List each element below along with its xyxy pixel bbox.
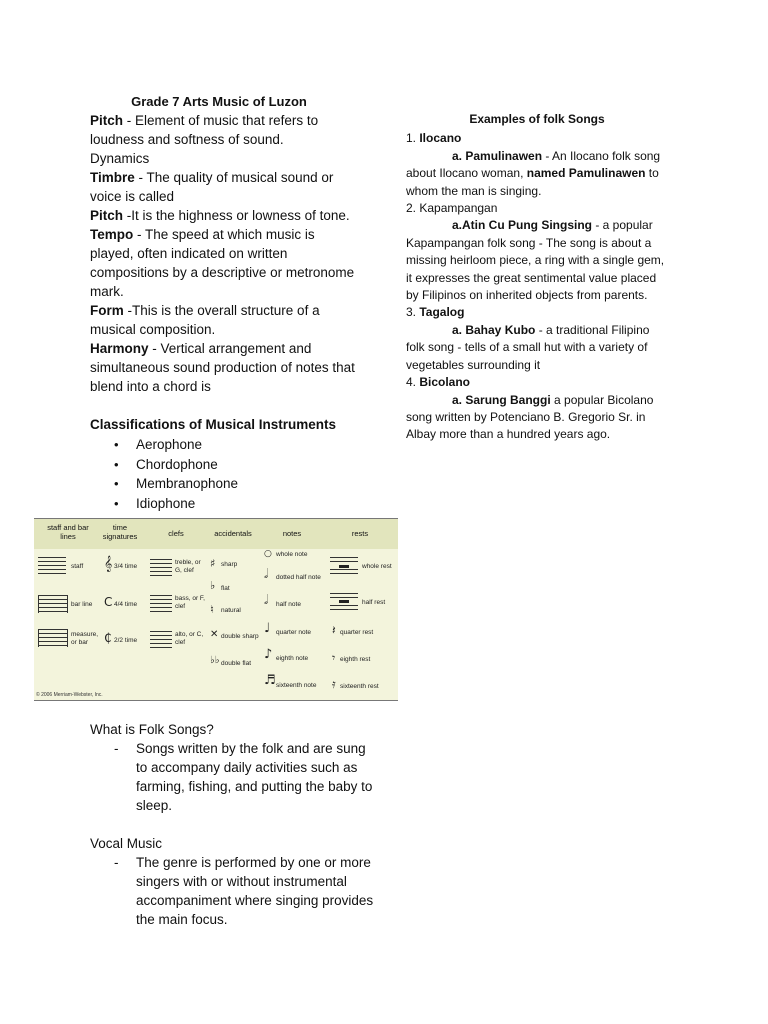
definition-text: - The speed at which music is played, often indicated on written compositions by a descriptive or metronome mark. (90, 227, 355, 299)
region-heading (406, 200, 668, 217)
bar-line-label: bar line (71, 601, 93, 608)
note-label: sixteenth note (276, 682, 317, 689)
page-title: Grade 7 Arts Music of Luzon (131, 94, 307, 109)
left-column (90, 92, 358, 513)
whole-rest-icon (330, 557, 358, 575)
rest-label: quarter rest (340, 629, 374, 636)
measure-label: measure, or bar (71, 631, 99, 646)
accidental-label: double flat (221, 660, 251, 667)
region-number: 2. (406, 201, 420, 216)
eighth-rest-icon: 𝄾 (332, 651, 336, 665)
region-number: 1. (406, 131, 420, 146)
vocal-heading: Vocal Music (90, 836, 163, 851)
sixteenth-note-icon: ♬ (264, 673, 276, 688)
definition-term: Tempo (90, 227, 134, 242)
header-notes: notes (282, 529, 302, 538)
song-title: a. Bahay Kubo (452, 322, 536, 337)
time-label: 4/4 time (114, 601, 138, 608)
spacer (90, 396, 358, 415)
definition (90, 149, 358, 168)
definition (90, 168, 358, 206)
quarter-rest-icon: 𝄽 (332, 623, 336, 637)
region-name: Ilocano (419, 131, 462, 146)
measure-icon (38, 629, 68, 647)
staff-label: staff (71, 563, 84, 570)
definition-text: -This is the overall structure of a musical composition. (90, 303, 320, 337)
figure-header (34, 519, 398, 549)
header-time: time signatures (102, 523, 138, 541)
song-title: a. Sarung Banggi (452, 392, 551, 407)
treble-clef-icon (150, 557, 172, 579)
clef-label: treble, or G, clef (175, 559, 201, 574)
list-item: - The genre is performed by one or more singers with or without instrumental accompaniment where singing provides the main focus. (90, 853, 380, 929)
definition-text: - Vertical arrangement and simultaneous sound production of notes that blend into a chord is (90, 341, 355, 394)
eighth-note-icon: ♪ (264, 647, 273, 662)
accidental-label: flat (221, 585, 230, 592)
bar-line-icon (38, 595, 68, 613)
bass-clef-icon (150, 593, 172, 615)
quarter-note-icon: ♩ (264, 621, 271, 636)
note-label: eighth note (276, 655, 309, 662)
header-rests: rests (351, 529, 369, 538)
alto-clef-icon (150, 629, 172, 651)
song-description: - a traditional Filipino folk song - tells of a small hut with a variety of vegetables surrounding it (406, 322, 650, 372)
region-number: 3. (406, 305, 420, 320)
list-item: • Membranophone (90, 474, 358, 494)
rest-label: whole rest (362, 563, 392, 570)
definition-term: Timbre (90, 170, 135, 185)
definition-text: - Element of music that refers to loudness and softness of sound. (90, 113, 319, 147)
definition-term: Form (90, 303, 124, 318)
song-title: a.Atin Cu Pung Singsing (452, 218, 592, 233)
song-description: - An Ilocano folk song about Ilocano woman, (406, 148, 661, 181)
classifications-heading: Classifications of Musical Instruments (90, 417, 337, 432)
folk-answer-list (90, 739, 380, 815)
definition-term: Harmony (90, 341, 149, 356)
list-item: • Aerophone (90, 435, 358, 455)
note-label: half note (276, 601, 301, 608)
song-entry (406, 217, 668, 304)
common-time-icon: C (104, 595, 113, 609)
time-label: 3/4 time (114, 563, 138, 570)
song-title: a. Pamulinawen (452, 148, 543, 163)
sharp-icon: ♯ (210, 557, 216, 570)
time-label: 2/2 time (114, 637, 138, 644)
flat-icon: ♭ (210, 579, 216, 592)
definition (90, 206, 358, 225)
region-name: Kapampangan (419, 201, 498, 216)
header-clefs: clefs (168, 529, 184, 538)
region-name: Bicolano (419, 375, 471, 390)
definition (90, 225, 358, 301)
definition (90, 301, 358, 339)
examples-title: Examples of folk Songs (469, 112, 605, 126)
definition-text: - The quality of musical sound or voice is called (90, 170, 334, 204)
song-entry (406, 148, 668, 200)
half-rest-icon (330, 593, 358, 611)
definition (90, 339, 358, 396)
rest-label: eighth rest (340, 656, 371, 663)
song-description-bold: named Pamulinawen (526, 166, 646, 181)
double-flat-icon: ♭♭ (210, 655, 220, 666)
song-entry (406, 392, 668, 444)
cut-time-icon: ₵ (104, 631, 112, 645)
list-item: - Songs written by the folk and are sung to accompany daily activities such as farming, fishing, and putting the baby to sleep. (90, 739, 380, 815)
definition-text: Dynamics (90, 151, 150, 166)
whole-note-icon: ○ (264, 549, 272, 559)
song-description: - a popular Kapampangan folk song - The song is about a missing heirloom piece, a ring with a single gem, it expresses the great sentimental value placed by Filipinos on inherited objects from parents. (406, 218, 665, 303)
time-signature-icon: 𝄞 (104, 556, 113, 572)
music-notation-figure (34, 518, 398, 701)
half-note-icon: 𝅗𝅥 (264, 593, 269, 608)
region-number: 4. (406, 375, 420, 390)
definition-term: Pitch (90, 208, 124, 223)
definition-text: -It is the highness or lowness of tone. (123, 208, 350, 223)
accidental-label: natural (221, 607, 241, 614)
dotted-half-note-icon: 𝅗𝅥 (264, 567, 269, 582)
definition (90, 111, 358, 149)
definition-term: Pitch (90, 113, 124, 128)
natural-icon: ♮ (210, 603, 214, 616)
header-staff: staff and bar lines (47, 523, 89, 541)
rest-label: sixteenth rest (340, 683, 379, 690)
song-description: to whom the man is singing. (406, 166, 659, 198)
accidental-label: double sharp (221, 633, 259, 640)
region-heading (406, 374, 668, 391)
list-item: • Chordophone (90, 455, 358, 475)
spacer (90, 815, 380, 834)
song-description: a popular Bicolano song written by Potenciano B. Gregorio Sr. in Albay more than a hundred years ago. (406, 392, 654, 442)
clef-label: bass, or F, clef (175, 595, 205, 610)
lower-section (90, 720, 380, 929)
region-heading (406, 304, 668, 321)
list-item: • Idiophone (90, 494, 358, 514)
region-name: Tagalog (419, 305, 465, 320)
instrument-list (90, 435, 358, 513)
staff-icon (38, 557, 66, 575)
note-label: whole note (276, 551, 308, 558)
folk-question: What is Folk Songs? (90, 722, 214, 737)
header-accidentals: accidentals (214, 529, 252, 538)
double-sharp-icon: ✕ (210, 629, 219, 640)
rest-label: half rest (362, 599, 386, 606)
clef-label: alto, or C, clef (175, 631, 204, 646)
note-label: dotted half note (276, 574, 321, 581)
vocal-list (90, 853, 380, 929)
song-entry (406, 322, 668, 374)
note-label: quarter note (276, 629, 312, 636)
region-heading (406, 130, 668, 147)
right-column (406, 111, 668, 444)
figure-copyright: © 2006 Merriam-Webster, Inc. (36, 692, 103, 698)
sixteenth-rest-icon: 𝄿 (332, 677, 336, 691)
accidental-label: sharp (221, 561, 238, 568)
